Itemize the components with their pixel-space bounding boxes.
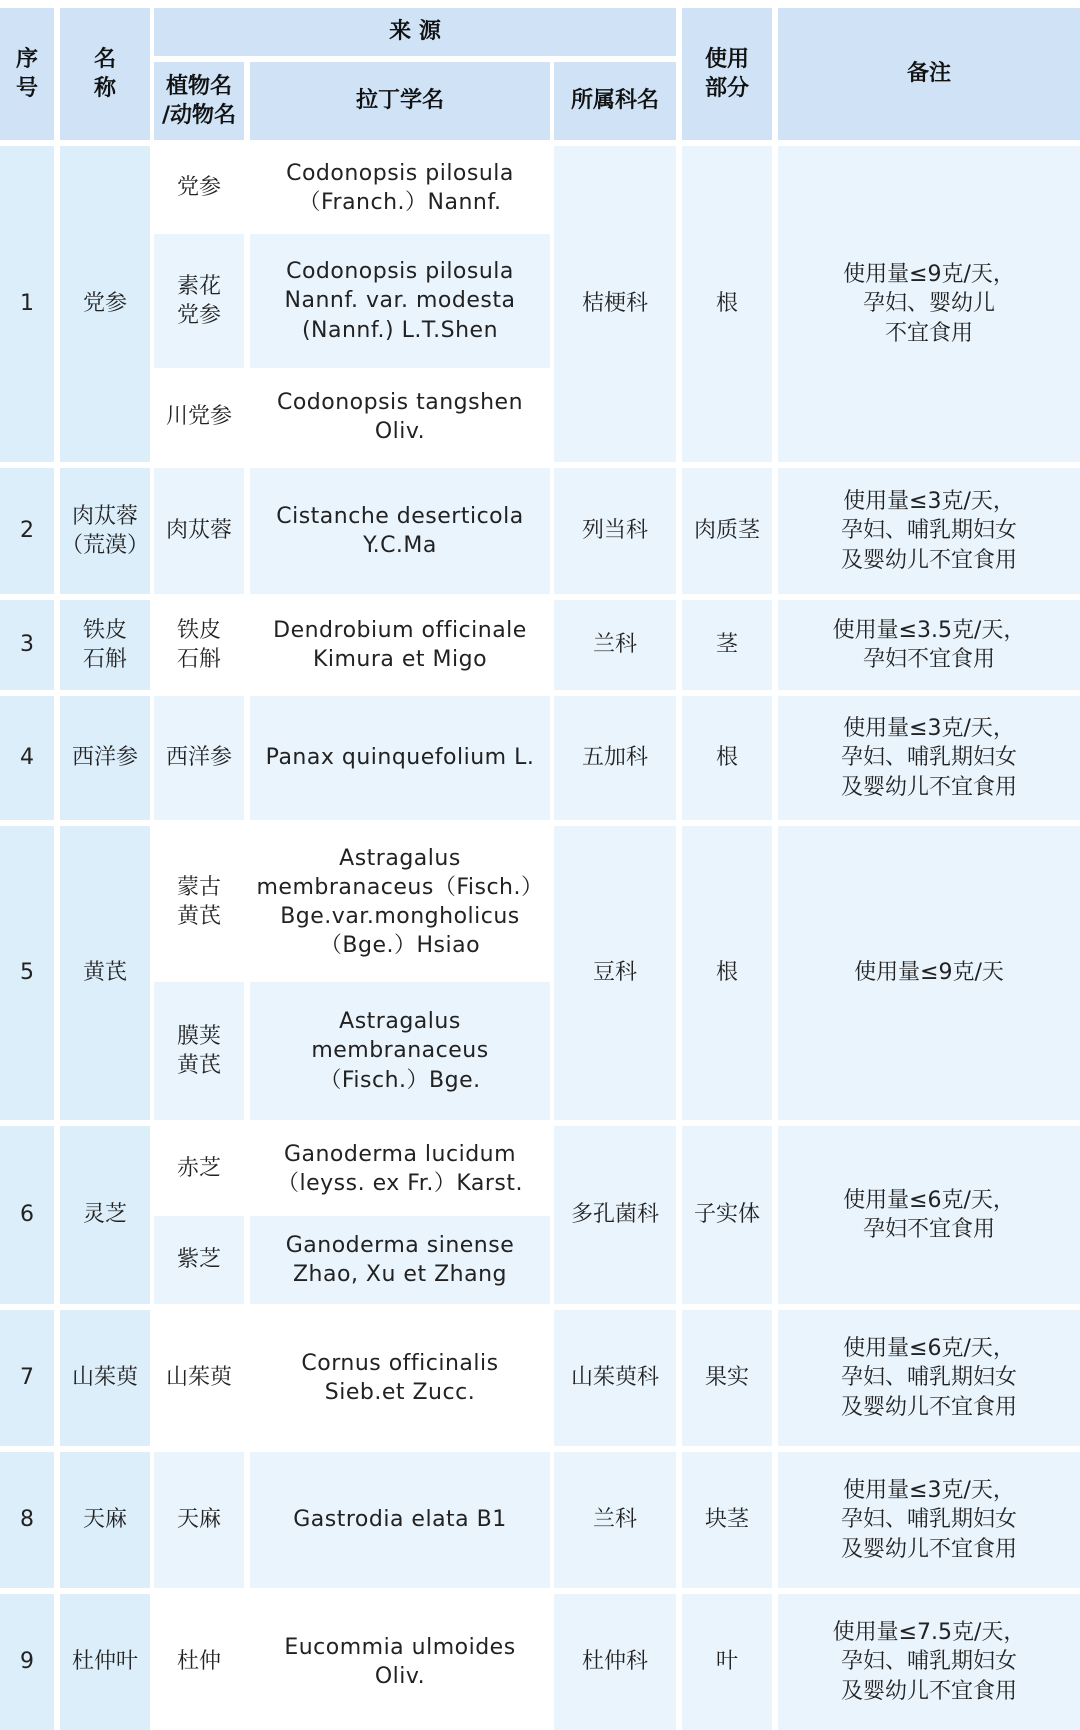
header-source: 来 源	[154, 8, 676, 56]
row-number: 9	[0, 1594, 54, 1730]
note-text: 使用量≤3.5克/天， 孕妇不宜食用	[778, 600, 1080, 690]
plant-name: 党参	[154, 146, 244, 230]
family-name: 桔梗科	[554, 146, 676, 462]
note-text: 使用量≤6克/天， 孕妇、哺乳期妇女 及婴幼儿不宜食用	[778, 1310, 1080, 1446]
family-name: 兰科	[554, 1452, 676, 1588]
plant-name: 紫芝	[154, 1216, 244, 1304]
header-name: 名 称	[60, 8, 150, 140]
herb-name: 肉苁蓉 （荒漠）	[60, 468, 150, 594]
family-name: 豆科	[554, 826, 676, 1120]
note-text: 使用量≤7.5克/天， 孕妇、哺乳期妇女 及婴幼儿不宜食用	[778, 1594, 1080, 1730]
latin-name: Astragalus membranaceus（Fisch.） Bge.var.mongholicus （Bge.）Hsiao	[250, 826, 550, 978]
row-number: 5	[0, 826, 54, 1120]
herb-name: 杜仲叶	[60, 1594, 150, 1730]
plant-name: 肉苁蓉	[154, 468, 244, 594]
family-name: 列当科	[554, 468, 676, 594]
used-part: 根	[682, 696, 772, 820]
header-latin: 拉丁学名	[250, 62, 550, 140]
used-part: 肉质茎	[682, 468, 772, 594]
plant-name: 铁皮 石斛	[154, 600, 244, 690]
latin-name: Ganoderma lucidum （leyss. ex Fr.）Karst.	[250, 1126, 550, 1212]
used-part: 茎	[682, 600, 772, 690]
used-part: 块茎	[682, 1452, 772, 1588]
note-text: 使用量≤3克/天， 孕妇、哺乳期妇女 及婴幼儿不宜食用	[778, 1452, 1080, 1588]
family-name: 多孔菌科	[554, 1126, 676, 1304]
herb-name: 山茱萸	[60, 1310, 150, 1446]
note-text: 使用量≤3克/天， 孕妇、哺乳期妇女 及婴幼儿不宜食用	[778, 468, 1080, 594]
note-text: 使用量≤3克/天， 孕妇、哺乳期妇女 及婴幼儿不宜食用	[778, 696, 1080, 820]
used-part: 叶	[682, 1594, 772, 1730]
header-plant: 植物名 /动物名	[154, 62, 244, 140]
note-text: 使用量≤9克/天， 孕妇、婴幼儿 不宜食用	[778, 146, 1080, 462]
plant-name: 蒙古 黄芪	[154, 826, 244, 978]
latin-name: Cistanche deserticola Y.C.Ma	[250, 468, 550, 594]
latin-name: Panax quinquefolium L.	[250, 696, 550, 820]
used-part: 根	[682, 826, 772, 1120]
header-family: 所属科名	[554, 62, 676, 140]
header-part: 使用 部分	[682, 8, 772, 140]
row-number: 1	[0, 146, 54, 462]
plant-name: 杜仲	[154, 1594, 244, 1730]
row-number: 4	[0, 696, 54, 820]
plant-name: 素花 党参	[154, 234, 244, 368]
latin-name: Codonopsis pilosula （Franch.）Nannf.	[250, 146, 550, 230]
header-no: 序 号	[0, 8, 54, 140]
note-text: 使用量≤6克/天， 孕妇不宜食用	[778, 1126, 1080, 1304]
herb-name: 天麻	[60, 1452, 150, 1588]
latin-name: Ganoderma sinense Zhao, Xu et Zhang	[250, 1216, 550, 1304]
family-name: 兰科	[554, 600, 676, 690]
herb-name: 铁皮 石斛	[60, 600, 150, 690]
plant-name: 山茱萸	[154, 1310, 244, 1446]
row-number: 6	[0, 1126, 54, 1304]
herb-name: 西洋参	[60, 696, 150, 820]
plant-name: 赤芝	[154, 1126, 244, 1212]
used-part: 根	[682, 146, 772, 462]
plant-name: 西洋参	[154, 696, 244, 820]
row-number: 8	[0, 1452, 54, 1588]
row-number: 2	[0, 468, 54, 594]
family-name: 五加科	[554, 696, 676, 820]
row-number: 3	[0, 600, 54, 690]
row-number: 7	[0, 1310, 54, 1446]
family-name: 杜仲科	[554, 1594, 676, 1730]
herb-name: 黄芪	[60, 826, 150, 1120]
plant-name: 膜荚 黄芪	[154, 982, 244, 1120]
latin-name: Codonopsis tangshen Oliv.	[250, 372, 550, 462]
latin-name: Gastrodia elata B1	[250, 1452, 550, 1588]
header-note: 备注	[778, 8, 1080, 140]
latin-name: Cornus officinalis Sieb.et Zucc.	[250, 1310, 550, 1446]
herb-name: 党参	[60, 146, 150, 462]
used-part: 子实体	[682, 1126, 772, 1304]
latin-name: Astragalus membranaceus （Fisch.）Bge.	[250, 982, 550, 1120]
latin-name: Dendrobium officinale Kimura et Migo	[250, 600, 550, 690]
plant-name: 川党参	[154, 372, 244, 462]
latin-name: Eucommia ulmoides Oliv.	[250, 1594, 550, 1730]
used-part: 果实	[682, 1310, 772, 1446]
herb-name: 灵芝	[60, 1126, 150, 1304]
plant-name: 天麻	[154, 1452, 244, 1588]
family-name: 山茱萸科	[554, 1310, 676, 1446]
latin-name: Codonopsis pilosula Nannf. var. modesta (Nannf.) L.T.Shen	[250, 234, 550, 368]
note-text: 使用量≤9克/天	[778, 826, 1080, 1120]
